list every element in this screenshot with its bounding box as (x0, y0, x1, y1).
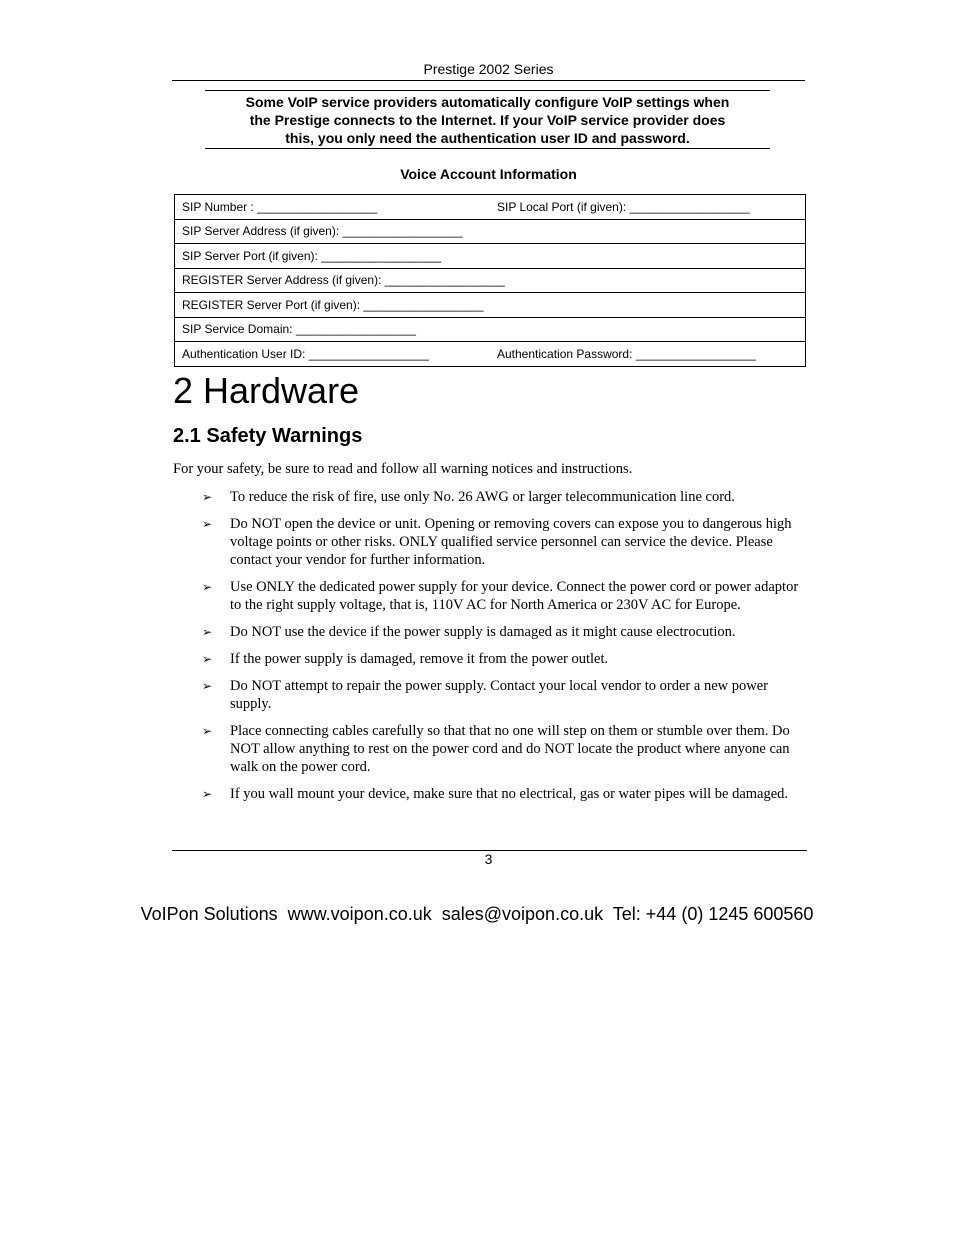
list-item (200, 578, 810, 614)
arrow-bullet-icon: ➢ (202, 652, 213, 666)
arrow-bullet-icon: ➢ (202, 724, 213, 738)
warning-text: Do NOT use the device if the power supply is damaged as it might cause electrocution. (230, 624, 736, 640)
contact-footer: VoIPon Solutions www.voipon.co.uk sales@voipon.co.uk Tel: +44 (0) 1245 600560 (140, 904, 814, 924)
arrow-bullet-icon: ➢ (202, 517, 213, 531)
sip-server-address-cell: SIP Server Address (if given): __________________ (175, 219, 806, 244)
auth-password-cell: Authentication Password: __________________ (491, 342, 806, 367)
table-row (175, 342, 806, 367)
warning-text: Do NOT open the device or unit. Opening or removing covers can expose you to dangerous high voltage points or other risks. ONLY qualified service personnel can service the device. Please contact your vendor for further information. (230, 516, 792, 568)
list-item (200, 650, 810, 668)
warning-text: If the power supply is damaged, remove it from the power outlet. (230, 651, 609, 667)
sip-server-port-cell: SIP Server Port (if given): __________________ (175, 244, 806, 269)
table-row (175, 317, 806, 342)
list-item (200, 677, 810, 713)
section-title: 2.1 Safety Warnings (173, 425, 363, 447)
warning-text: Use ONLY the dedicated power supply for your device. Connect the power cord or power adaptor to the right supply voltage, that is, 110V AC for North America or 230V AC for Europe. (230, 579, 799, 613)
table-row (175, 293, 806, 318)
arrow-bullet-icon: ➢ (202, 625, 213, 639)
voip-note (205, 90, 770, 149)
warning-text: To reduce the risk of fire, use only No. 26 AWG or larger telecommunication line cord. (230, 489, 735, 505)
arrow-bullet-icon: ➢ (202, 787, 213, 801)
list-item (200, 623, 810, 641)
page-number: 3 (484, 851, 493, 867)
arrow-bullet-icon: ➢ (202, 679, 213, 693)
warning-text: Do NOT attempt to repair the power supply. Contact your local vendor to order a new power supply. (230, 678, 768, 712)
table-row (175, 195, 806, 220)
register-server-address-cell: REGISTER Server Address (if given): __________________ (175, 268, 806, 293)
list-item (200, 488, 810, 506)
warning-text: Place connecting cables carefully so that that no one will step on them or stumble over them. Do NOT allow anything to rest on the power cord and do NOT locate the product where anyone can walk on the power cord. (230, 723, 790, 775)
note-line: the Prestige connects to the Internet. If your VoIP service provider does (249, 112, 726, 128)
note-line: Some VoIP service providers automatically configure VoIP settings when (245, 94, 730, 110)
sip-number-cell: SIP Number : __________________ (175, 195, 492, 220)
register-server-port-cell: REGISTER Server Port (if given): __________________ (175, 293, 806, 318)
table-row (175, 244, 806, 269)
arrow-bullet-icon: ➢ (202, 490, 213, 504)
table-row (175, 219, 806, 244)
list-item (200, 515, 810, 569)
voice-account-heading: Voice Account Information (400, 166, 577, 182)
note-line: this, you only need the authentication user ID and password. (285, 130, 690, 146)
list-item (200, 785, 810, 803)
running-header: Prestige 2002 Series (172, 60, 805, 81)
auth-user-id-cell: Authentication User ID: __________________ (175, 342, 492, 367)
voice-account-table (174, 194, 806, 367)
sip-local-port-cell: SIP Local Port (if given): __________________ (491, 195, 806, 220)
list-item (200, 722, 810, 776)
arrow-bullet-icon: ➢ (202, 580, 213, 594)
safety-warnings-list (200, 488, 810, 812)
sip-service-domain-cell: SIP Service Domain: __________________ (175, 317, 806, 342)
intro-paragraph: For your safety, be sure to read and follow all warning notices and instructions. (173, 461, 633, 477)
table-row (175, 268, 806, 293)
warning-text: If you wall mount your device, make sure that no electrical, gas or water pipes will be damaged. (230, 786, 789, 802)
chapter-title: 2 Hardware (173, 370, 360, 411)
